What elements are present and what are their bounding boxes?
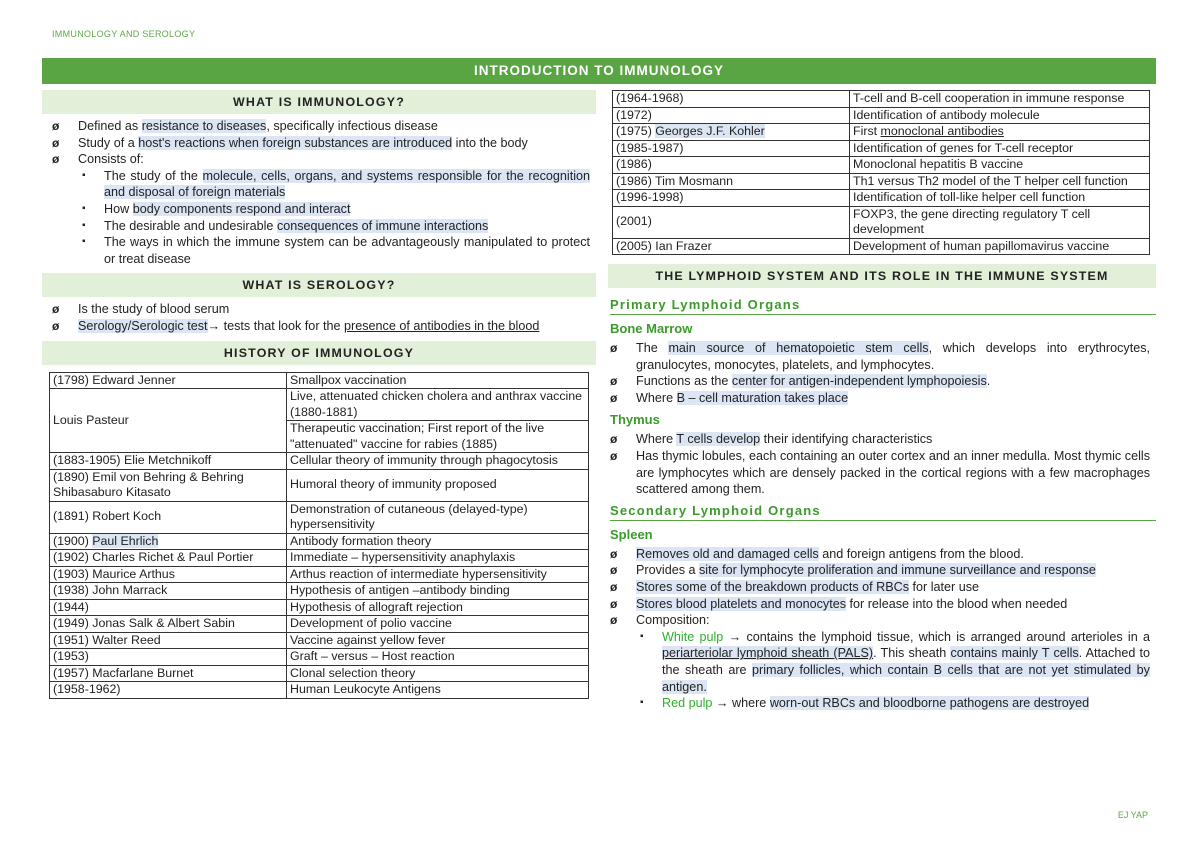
table-row: (1986) Monoclonal hepatitis B vaccine	[613, 157, 1150, 174]
sub-list-item: ▪ The desirable and undesirable consequences of immune interactions	[78, 218, 590, 235]
table-row: Therapeutic vaccination; First report of the live "attenuated" vaccine for rabies (1885)	[50, 421, 589, 453]
section-heading-lymphoid: THE LYMPHOID SYSTEM AND ITS ROLE IN THE IMMUNE SYSTEM	[608, 264, 1156, 288]
table-row: (1900) Paul Ehrlich Antibody formation theory	[50, 533, 589, 550]
table-row: Louis Pasteur Live, attenuated chicken cholera and anthrax vaccine (1880-1881)	[50, 389, 589, 421]
table-row: (1957) Macfarlane Burnet Clonal selection theory	[50, 665, 589, 682]
table-row: (1903) Maurice Arthus Arthus reaction of intermediate hypersensitivity	[50, 566, 589, 583]
list-item: ø Stores some of the breakdown products of RBCs for later use	[610, 579, 1150, 596]
list-item: ø Serology/Serologic test→ tests that look for the presence of antibodies in the blood	[52, 318, 590, 335]
table-row: (1986) Tim Mosmann Th1 versus Th2 model of the T helper cell function	[613, 173, 1150, 190]
heading-thymus: Thymus	[610, 412, 660, 428]
sub-list-item: ▪ The study of the molecule, cells, organs, and systems responsible for the recognition and disposal of foreign materials	[78, 168, 590, 201]
table-row: (1798) Edward Jenner Smallpox vaccination	[50, 372, 589, 389]
table-row: (1890) Emil von Behring & Behring Shibasaburo Kitasato Humoral theory of immunity proposed	[50, 469, 589, 501]
list-item: ø The main source of hematopoietic stem cells, which develops into erythrocytes, granulocytes, monocytes, platelets, and lymphocytes.	[610, 340, 1150, 373]
list-item: ø Functions as the center for antigen-independent lymphopoiesis.	[610, 373, 1150, 390]
list-item: ø Removes old and damaged cells and foreign antigens from the blood.	[610, 546, 1150, 563]
heading-secondary-organs: Secondary Lymphoid Organs	[610, 503, 1156, 521]
table-row: (1902) Charles Richet & Paul Portier Immediate – hypersensitivity anaphylaxis	[50, 550, 589, 567]
history-table	[49, 372, 589, 699]
table-row: (2005) Ian Frazer Development of human papillomavirus vaccine	[613, 238, 1150, 255]
list-item: ø Stores blood platelets and monocytes for release into the blood when needed	[610, 596, 1150, 613]
table-row: (1944) Hypothesis of allograft rejection	[50, 599, 589, 616]
sub-list-item: ▪ The ways in which the immune system can be advantageously manipulated to protect or treat disease	[78, 234, 590, 267]
table-row: (1996-1998) Identification of toll-like helper cell function	[613, 190, 1150, 207]
spleen-list	[608, 546, 1156, 712]
list-item: ø Provides a site for lymphocyte proliferation and immune surveillance and response	[610, 562, 1150, 579]
sub-list	[636, 629, 1150, 712]
heading-primary-organs: Primary Lymphoid Organs	[610, 297, 1156, 315]
thymus-list	[608, 431, 1156, 497]
sub-list-item: ▪ How body components respond and interact	[78, 201, 590, 218]
bone-marrow-list	[608, 340, 1156, 406]
list-item: ø Where T cells develop their identifying characteristics	[610, 431, 1150, 448]
list-item: ø Is the study of blood serum	[52, 301, 590, 318]
table-row: (1953) Graft – versus – Host reaction	[50, 649, 589, 666]
right-column	[608, 90, 1156, 712]
list-item: ø Consists of: ▪ The study of the molecule, cells, organs, and systems responsible for the recognition and disposal of foreign materials ▪ How body components respond and interact ▪ The desirable and undesirable consequences of immune interactions ▪ The ways in which the immune system can be advantageously manipulated to protect or treat disease	[52, 151, 590, 267]
list-item: ø Composition: ▪ White pulp → contains the lymphoid tissue, which is arranged around arterioles in a periarteriolar lymphoid sheath (PALS). This sheath contains mainly T cells. Attached to the sheath are primary follicles, which contain B cells that are not yet stimulated by antigen. ▪ Red pulp → where worn-out RBCs and bloodborne pathogens are destroyed	[610, 612, 1150, 712]
section-heading-history: HISTORY OF IMMUNOLOGY	[42, 341, 596, 365]
footer-author: EJ YAP	[1117, 810, 1148, 820]
course-header: IMMUNOLOGY AND SEROLOGY	[52, 29, 196, 39]
table-row: (1975) Georges J.F. Kohler First monoclonal antibodies	[613, 124, 1150, 141]
table-row: (1985-1987) Identification of genes for T-cell receptor	[613, 140, 1150, 157]
table-row: (1958-1962) Human Leukocyte Antigens	[50, 682, 589, 699]
list-item: ø Where B – cell maturation takes place	[610, 390, 1150, 407]
serology-list	[42, 301, 596, 334]
sub-list-item: ▪ White pulp → contains the lymphoid tissue, which is arranged around arterioles in a periarteriolar lymphoid sheath (PALS). This sheath contains mainly T cells. Attached to the sheath are primary follicles, which contain B cells that are not yet stimulated by antigen.	[636, 629, 1150, 695]
sub-list-item: ▪ Red pulp → where worn-out RBCs and bloodborne pathogens are destroyed	[636, 695, 1150, 712]
section-heading-immunology: WHAT IS IMMUNOLOGY?	[42, 90, 596, 114]
table-row: (1951) Walter Reed Vaccine against yellow fever	[50, 632, 589, 649]
sub-list	[78, 168, 590, 268]
table-row: (1938) John Marrack Hypothesis of antigen –antibody binding	[50, 583, 589, 600]
list-item: ø Has thymic lobules, each containing an outer cortex and an inner medulla. Most thymic cells are lymphocytes which are densely packed in the cortical regions with a few macrophages scattered among them.	[610, 448, 1150, 498]
history-table-continued	[612, 90, 1150, 255]
table-row: (1883-1905) Elie Metchnikoff Cellular theory of immunity through phagocytosis	[50, 453, 589, 470]
table-row: (1891) Robert Koch Demonstration of cutaneous (delayed-type) hypersensitivity	[50, 501, 589, 533]
list-item: ø Study of a host's reactions when foreign substances are introduced into the body	[52, 135, 590, 152]
section-heading-serology: WHAT IS SEROLOGY?	[42, 273, 596, 297]
table-row: (2001) FOXP3, the gene directing regulatory T cell development	[613, 206, 1150, 238]
table-row: (1964-1968) T-cell and B-cell cooperation in immune response	[613, 91, 1150, 108]
heading-spleen: Spleen	[610, 526, 653, 542]
immunology-list	[42, 118, 596, 267]
heading-bone-marrow: Bone Marrow	[610, 321, 693, 336]
page-title: INTRODUCTION TO IMMUNOLOGY	[42, 58, 1156, 84]
list-item: ø Defined as resistance to diseases, specifically infectious disease	[52, 118, 590, 135]
left-column	[42, 90, 596, 699]
table-row: (1949) Jonas Salk & Albert Sabin Development of polio vaccine	[50, 616, 589, 633]
table-row: (1972) Identification of antibody molecule	[613, 107, 1150, 124]
